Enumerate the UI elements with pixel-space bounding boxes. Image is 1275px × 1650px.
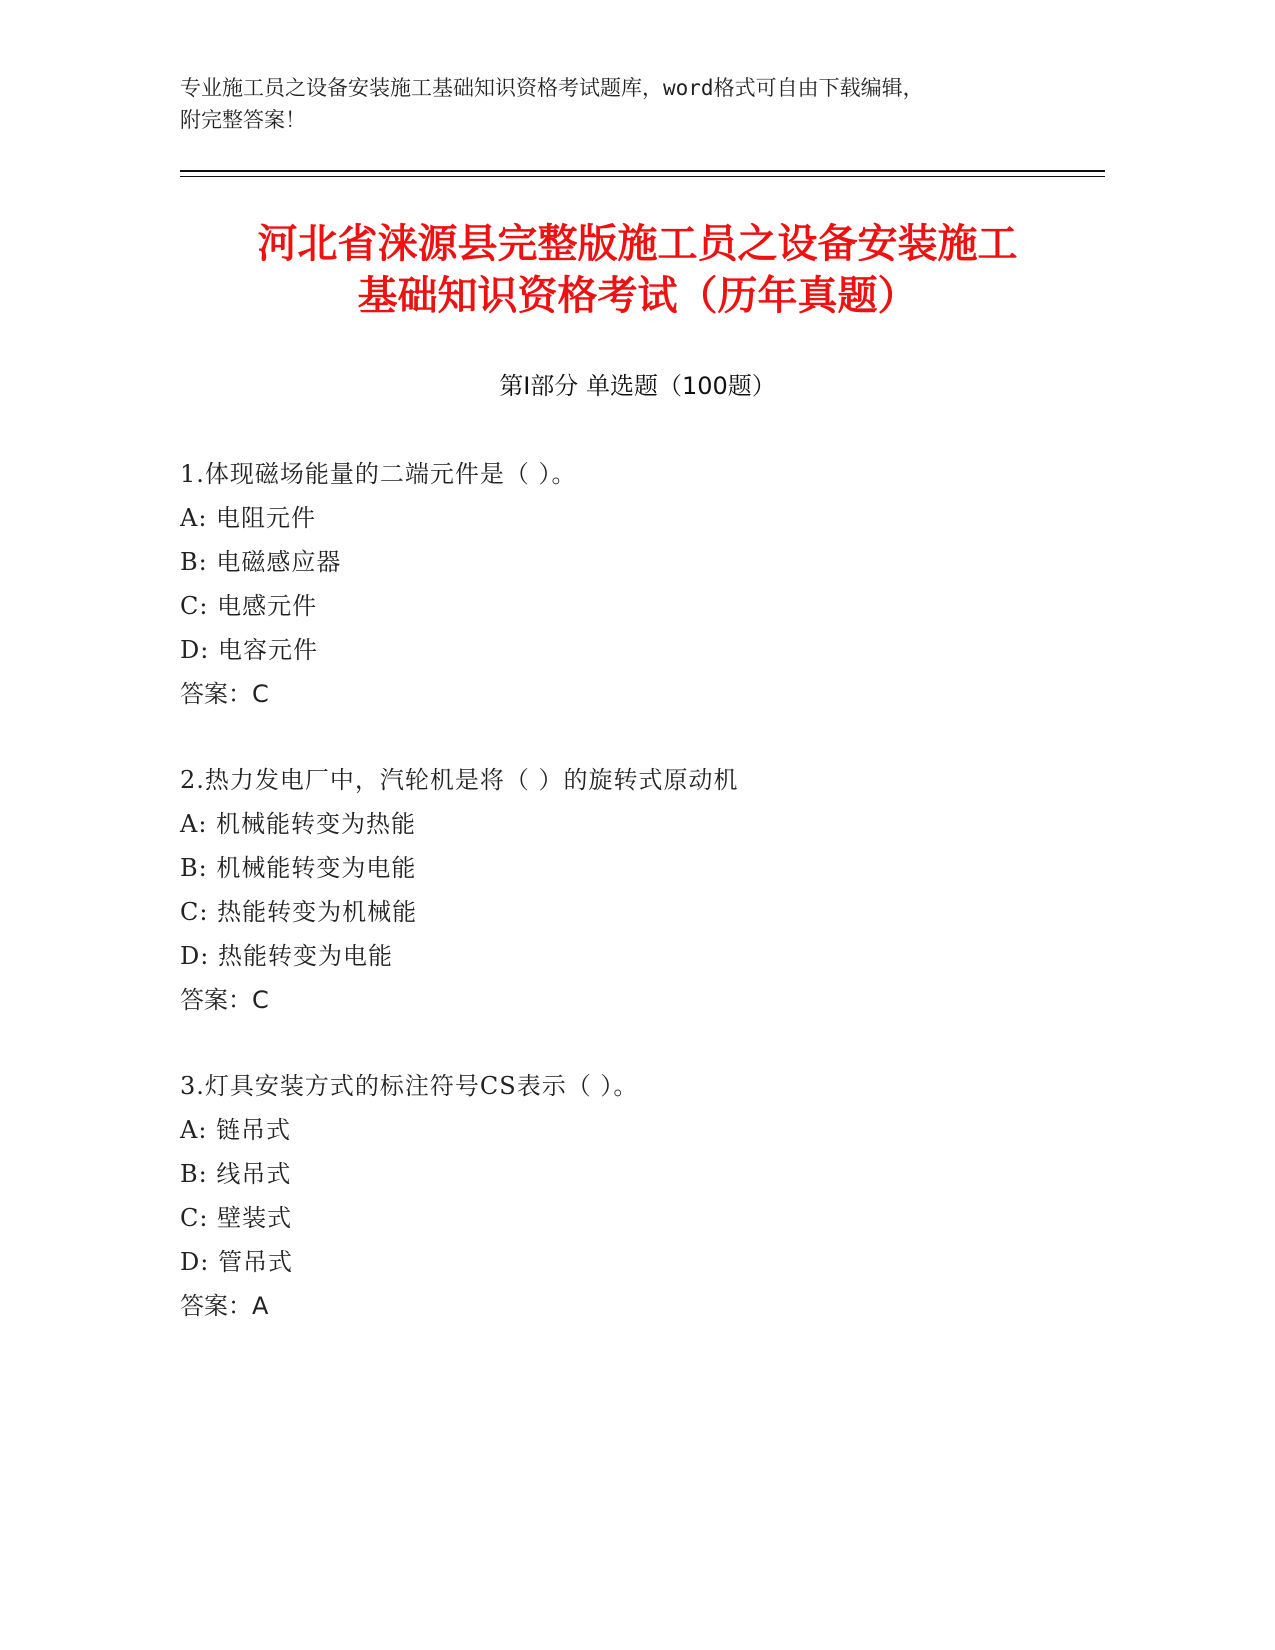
question-stem: 3.灯具安装方式的标注符号CS表示（ ）。	[180, 1072, 639, 1100]
option-a: A: 机械能转变为热能	[180, 810, 417, 838]
document-title-line-2: 基础知识资格考试（历年真题）	[357, 273, 918, 319]
option-b: B: 机械能转变为电能	[180, 854, 417, 882]
option-a: A: 电阻元件	[180, 504, 317, 532]
answer-line: 答案：C	[180, 680, 269, 708]
header-divider-thin	[180, 176, 1105, 177]
header-note-line-2: 附完整答案！	[180, 108, 306, 132]
answer-line: 答案：A	[180, 1292, 269, 1320]
question-block	[180, 1064, 1080, 1328]
header-note-line-1: 专业施工员之设备安装施工基础知识资格考试题库，word格式可自由下载编辑，	[180, 76, 924, 100]
question-block	[180, 452, 1080, 716]
document-title	[140, 218, 1135, 322]
header-note	[180, 72, 1100, 136]
option-d: D: 热能转变为电能	[180, 942, 393, 970]
question-stem: 2.热力发电厂中，汽轮机是将（ ）的旋转式原动机	[180, 766, 739, 794]
section-title: 第Ⅰ部分 单选题（100题）	[499, 372, 776, 400]
option-d: D: 电容元件	[180, 636, 318, 664]
option-d: D: 管吊式	[180, 1248, 293, 1276]
question-block	[180, 758, 1080, 1022]
option-b: B: 电磁感应器	[180, 548, 342, 576]
header-divider-thick	[180, 170, 1105, 172]
answer-line: 答案：C	[180, 986, 269, 1014]
option-a: A: 链吊式	[180, 1116, 292, 1144]
option-b: B: 线吊式	[180, 1160, 292, 1188]
option-c: C: 热能转变为机械能	[180, 898, 418, 926]
option-c: C: 电感元件	[180, 592, 318, 620]
document-title-line-1: 河北省涞源县完整版施工员之设备安装施工	[257, 221, 1018, 267]
question-stem: 1.体现磁场能量的二端元件是（ ）。	[180, 460, 577, 488]
option-c: C: 壁装式	[180, 1204, 293, 1232]
